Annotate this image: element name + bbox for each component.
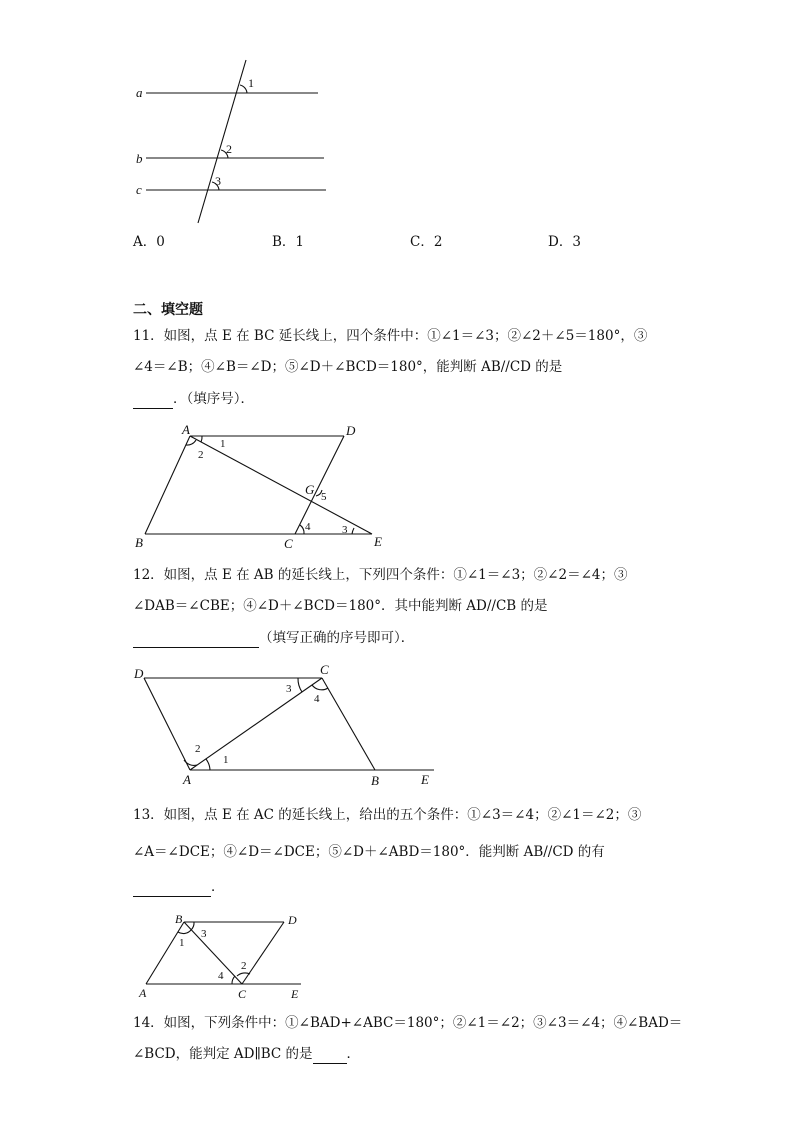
choice-d[interactable]: D．3 [548, 234, 581, 250]
q13-line3 [133, 877, 225, 897]
point-D: D [134, 666, 144, 681]
figure-q10 [128, 55, 338, 230]
q12-line3-suffix: （填写正确的序号即可）． [259, 630, 415, 646]
angle-2-label: 2 [198, 449, 204, 461]
angle-2-label: 2 [241, 960, 247, 972]
q14-line2-prefix: ∠BCD，能判定 AD∥BC 的是 [133, 1046, 313, 1062]
angle-3-arc [298, 678, 302, 692]
angle-1-arc [240, 85, 247, 93]
label-b: b [136, 151, 143, 166]
point-E: E [291, 987, 299, 1001]
q11-line3-suffix: ．（填序号）． [173, 391, 254, 407]
angle-1-3-arc [178, 930, 191, 934]
segment-DC [242, 922, 284, 984]
point-E: E [421, 772, 429, 787]
choice-c[interactable]: C．2 [410, 234, 443, 250]
angle-5-label: 5 [321, 491, 327, 503]
angle-4-arc [300, 525, 304, 534]
segment-DA [144, 678, 190, 770]
angle-1-label: 1 [223, 754, 229, 766]
point-C: C [238, 987, 247, 1001]
angle-3-label: 3 [286, 683, 292, 695]
point-B: B [135, 535, 143, 550]
q14-line1: 14．如图，下列条件中：①∠BAD+∠ABC＝180°；②∠1＝∠2；③∠3＝∠4；④∠BAD＝ [133, 1015, 683, 1031]
angle-1-label: 1 [220, 438, 226, 450]
segment-BA [146, 922, 184, 984]
segment-CB [322, 678, 375, 770]
q12-answer-blank[interactable] [133, 633, 259, 648]
q13-line3-suffix: ． [211, 879, 225, 895]
point-A: A [182, 422, 190, 437]
angle-3-label: 3 [342, 524, 348, 536]
q11-line2: ∠4＝∠B；④∠B＝∠D；⑤∠D＋∠BCD＝180°，能判断 AB//CD 的是 [133, 359, 563, 375]
point-D: D [346, 423, 356, 438]
segment-BC [184, 922, 242, 984]
angle-4-label: 4 [305, 521, 311, 533]
q14-line2-suffix: ． [346, 1046, 361, 1062]
point-D: D [288, 913, 297, 927]
angle-3-arc [191, 922, 194, 930]
label-a: a [136, 85, 143, 100]
q11-line1: 11．如图，点 E 在 BC 延长线上，四个条件中：①∠1＝∠3；②∠2＋∠5＝180°，③ [133, 328, 648, 344]
figure-q13 [134, 908, 309, 1003]
angle-1-label: 1 [179, 937, 185, 949]
segment-AB [145, 436, 190, 534]
point-B: B [371, 773, 379, 788]
angle-4-label: 4 [314, 693, 320, 705]
angle-1-label: 1 [248, 76, 254, 90]
figure-q11 [132, 420, 392, 555]
segment-DC [295, 436, 344, 534]
angle-2-label: 2 [195, 743, 201, 755]
q11-answer-blank[interactable] [133, 394, 173, 409]
angle-4-arc [232, 976, 235, 984]
point-C: C [284, 536, 293, 551]
angle-1-arc [206, 759, 210, 770]
q12-line3 [133, 628, 414, 648]
q14-line2 [133, 1044, 360, 1064]
angle-2-label: 2 [226, 142, 232, 156]
angle-3-arc [352, 528, 354, 534]
point-G: G [305, 482, 315, 497]
q13-answer-blank[interactable] [133, 882, 211, 897]
q11-line3 [133, 389, 254, 409]
point-A: A [139, 986, 147, 1000]
point-E: E [374, 534, 382, 549]
point-A: A [183, 772, 191, 787]
angle-3-label: 3 [215, 174, 221, 188]
q12-line2: ∠DAB＝∠CBE；④∠D＋∠BCD＝180°．其中能判断 AD//CB 的是 [133, 598, 548, 614]
q13-line1: 13．如图，点 E 在 AC 的延长线上，给出的五个条件：①∠3＝∠4；②∠1＝∠2；③ [133, 807, 642, 823]
choice-b[interactable]: B．1 [272, 234, 305, 250]
section-title: 二、填空题 [133, 302, 203, 318]
q12-line1: 12．如图，点 E 在 AB 的延长线上，下列四个条件：①∠1＝∠3；②∠2＝∠4；③ [133, 567, 628, 583]
label-c: c [136, 182, 142, 197]
choice-a[interactable]: A．0 [133, 234, 165, 250]
figure-q12 [130, 660, 440, 790]
q13-line2: ∠A＝∠DCE；④∠D＝∠DCE；⑤∠D＋∠ABD＝180°．能判断 AB//CD 的有 [133, 844, 605, 860]
point-C: C [320, 662, 329, 677]
q14-answer-blank[interactable] [313, 1049, 347, 1064]
transversal [198, 60, 246, 223]
segment-AE [190, 436, 372, 534]
point-B: B [175, 912, 183, 926]
angle-3-label: 3 [201, 928, 207, 940]
angle-4-arc [312, 685, 328, 690]
angle-1-arc [201, 436, 202, 442]
angle-4-label: 4 [218, 970, 224, 982]
